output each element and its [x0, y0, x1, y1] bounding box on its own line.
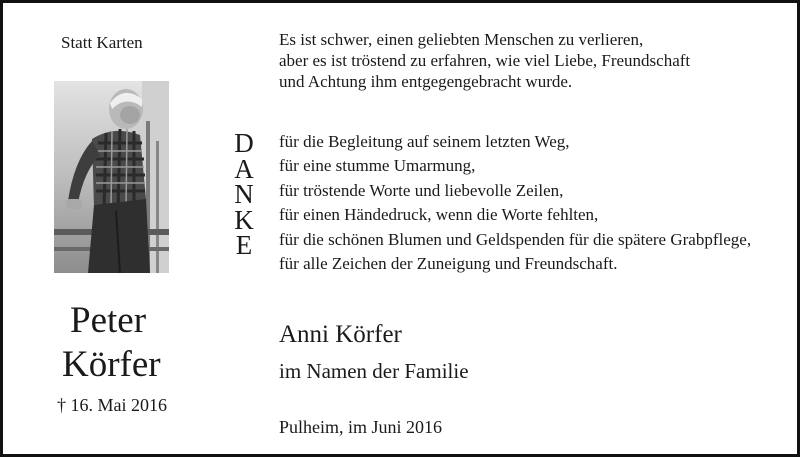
- thanks-line: für eine stumme Umarmung,: [279, 156, 476, 176]
- death-date: † 16. Mai 2016: [57, 395, 167, 415]
- danke-letter: D: [234, 128, 254, 158]
- thanks-list: [279, 130, 751, 276]
- danke-letter: E: [235, 230, 253, 260]
- danke-letter: N: [234, 179, 254, 209]
- intro-line: Es ist schwer, einen geliebten Menschen zu verlieren,: [279, 30, 644, 49]
- statt-karten-label: Statt Karten: [61, 33, 143, 52]
- deceased-last-name: Körfer: [62, 344, 161, 385]
- signature-name: Anni Körfer: [279, 321, 402, 348]
- thanks-line: für alle Zeichen der Zuneigung und Freundschaft.: [279, 253, 618, 273]
- portrait-image: [54, 81, 169, 273]
- danke-vertical-word: [229, 128, 259, 260]
- thanks-line: für die Begleitung auf seinem letzten Weg,: [279, 132, 570, 151]
- intro-line: aber es ist tröstend zu erfahren, wie viel Liebe, Freundschaft: [279, 51, 691, 70]
- intro-line: und Achtung ihm entgegengebracht wurde.: [279, 72, 573, 91]
- danke-letter: K: [234, 204, 254, 235]
- deceased-first-name: Peter: [70, 300, 147, 341]
- portrait-photo: [54, 81, 169, 273]
- intro-text: [279, 29, 690, 92]
- thanks-line: für einen Händedruck, wenn die Worte fehlten,: [279, 205, 599, 225]
- place-date: Pulheim, im Juni 2016: [279, 417, 443, 437]
- danke-letter: A: [234, 153, 254, 184]
- thanks-line: für tröstende Worte und liebevolle Zeilen,: [279, 180, 564, 200]
- on-behalf-text: im Namen der Familie: [279, 359, 469, 383]
- thanks-line: für die schönen Blumen und Geldspenden für die spätere Grabpflege,: [279, 229, 752, 249]
